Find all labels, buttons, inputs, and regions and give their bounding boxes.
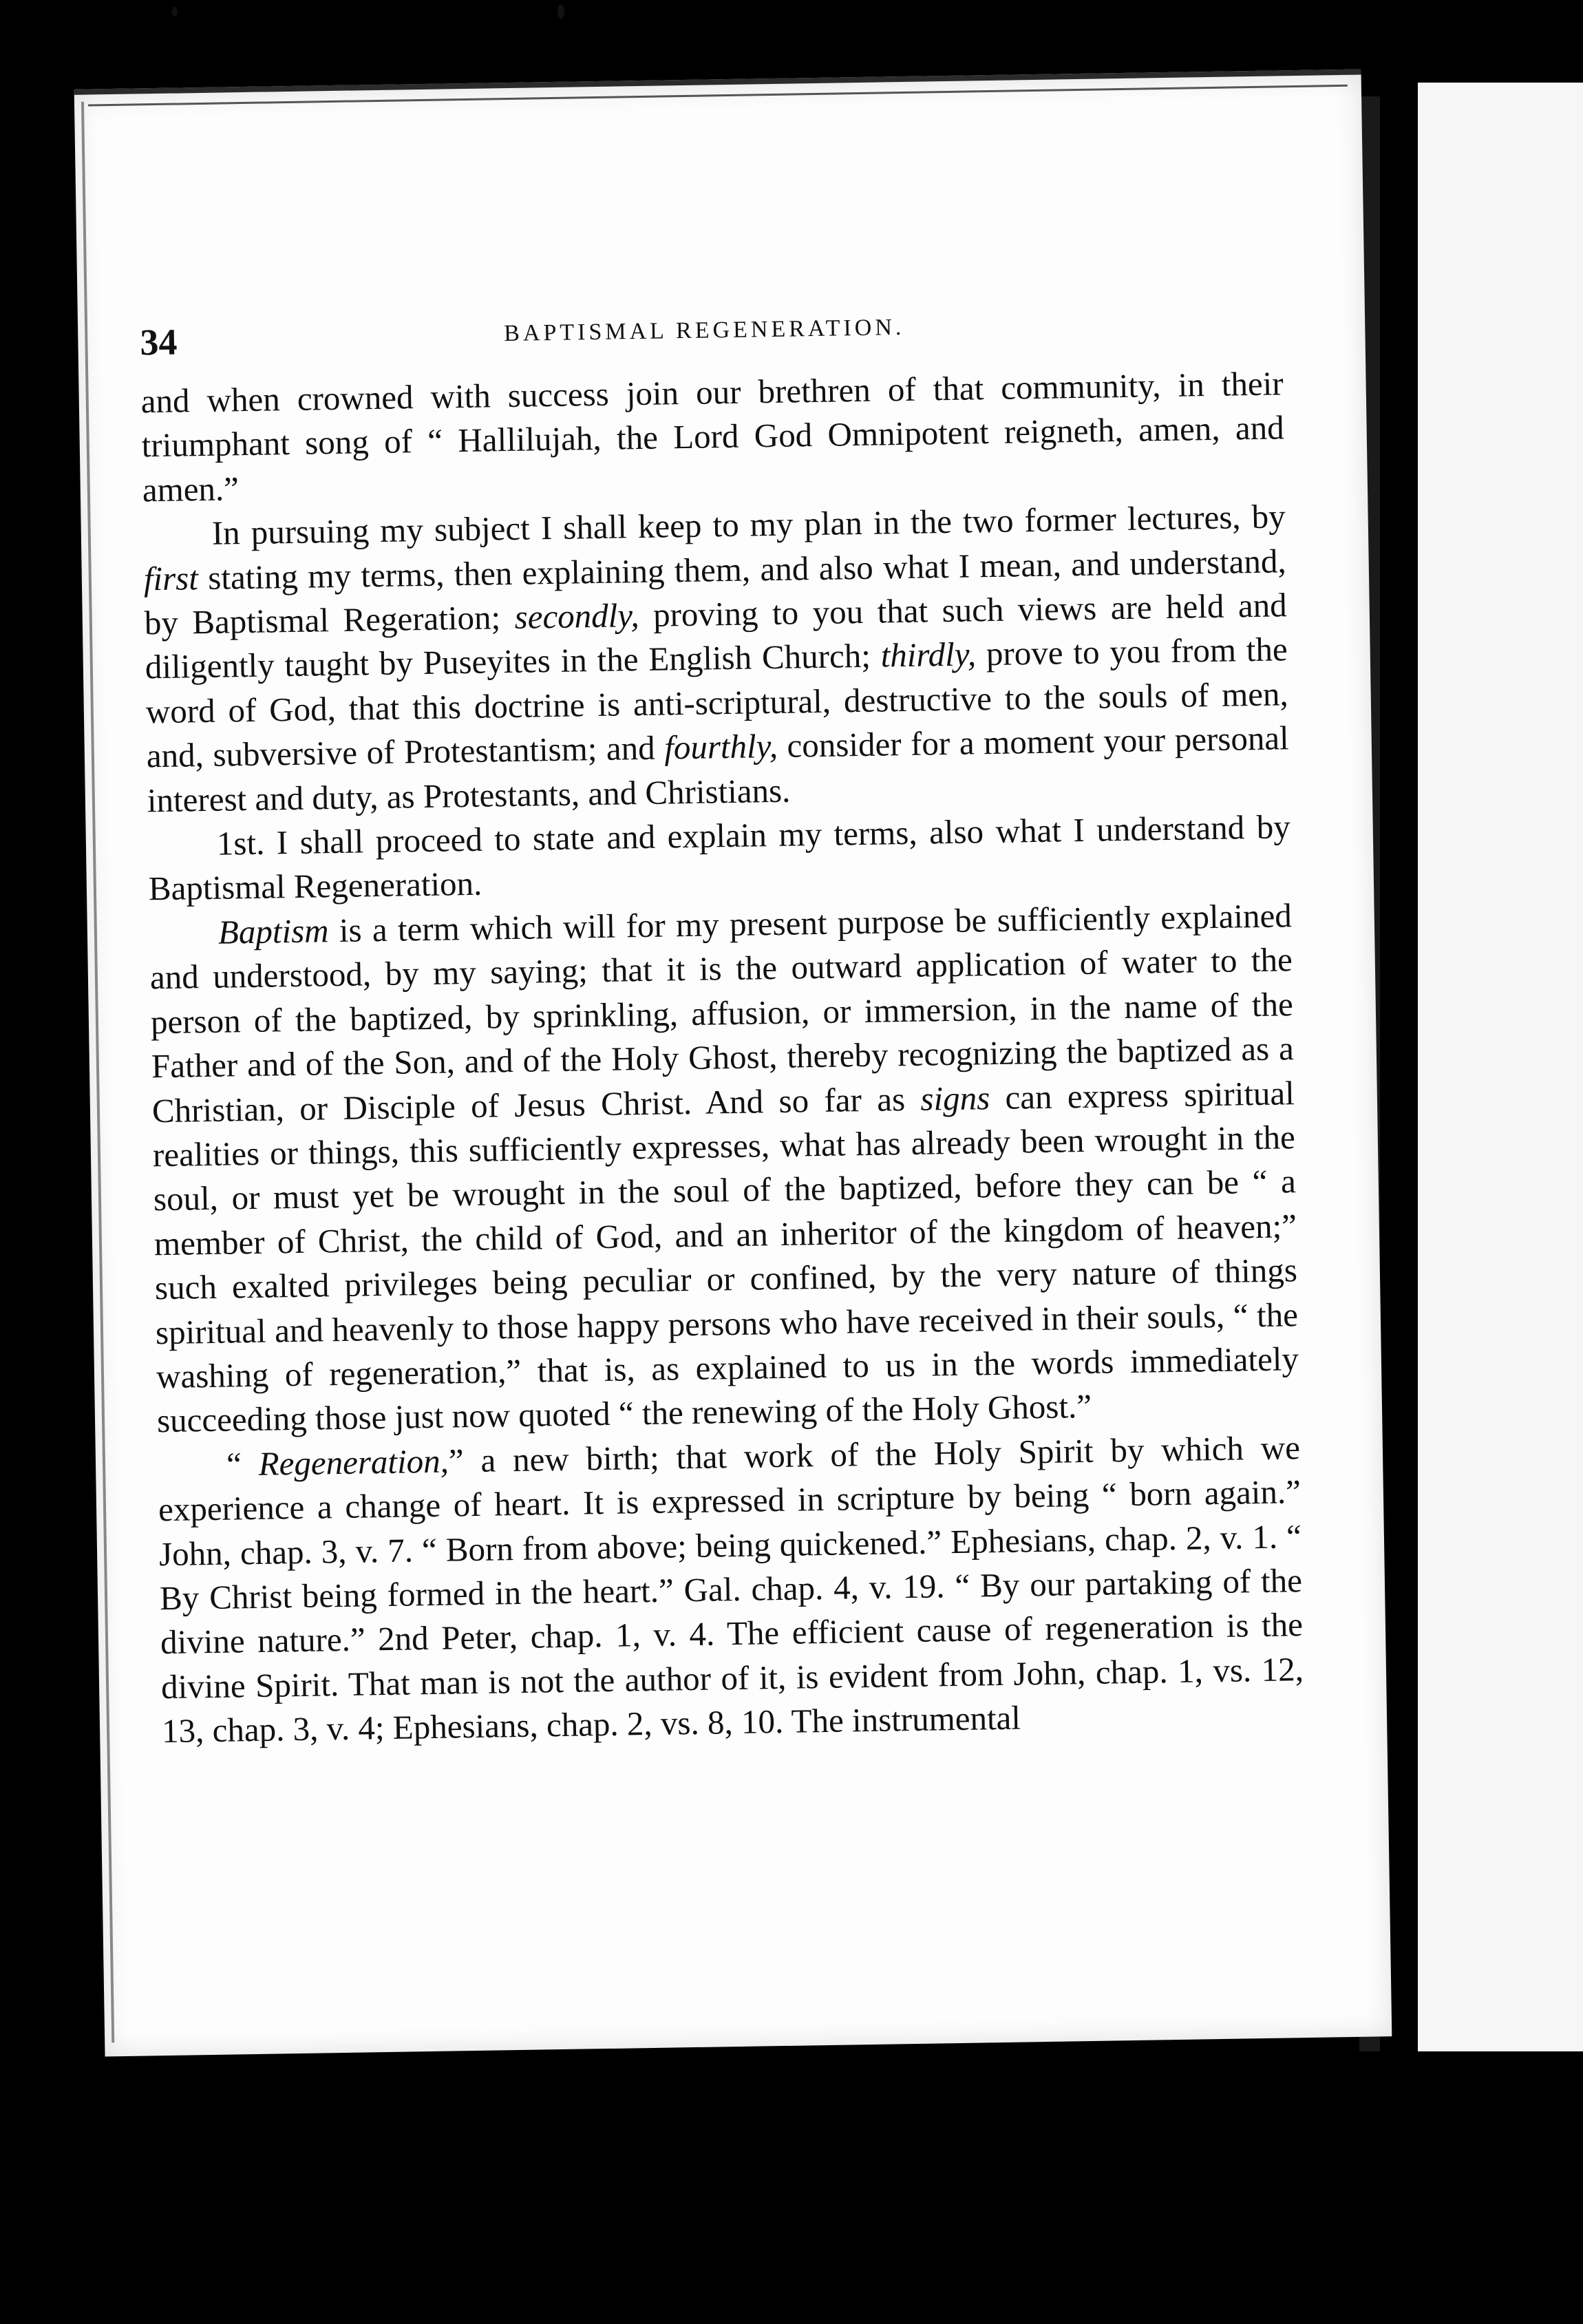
text-run: proving to you that such views are held and diligently taught by Puseyites in the English Church; xyxy=(145,586,1288,686)
text-run: prove to you from the word of God, that this doctrine is anti-scriptural, destructive to the souls of men, and, subversive of Protestantism; and xyxy=(145,630,1289,775)
scan-speck xyxy=(557,4,564,19)
book-page xyxy=(74,69,1392,2056)
italic-text-run: Baptism xyxy=(217,911,329,951)
text-run: 1st. I shall proceed to state and explain my terms, also what I understand by Baptismal Regeneration. xyxy=(148,807,1291,908)
text-run: ” a new birth; that work of the Holy Spirit by which we experience a change of heart. It is expressed in scripture by being “ born again.” John, chap. 3, v. 7. “ Born from above; being quickened.” Ephesians, chap. 2, v. 1. “ By Christ being formed in the heart.” Gal. chap. 4, v. 19. “ By our partaking of the divine nature.” 2nd Peter, chap. 1, v. 4. The efficient cause of regeneration is the divine Spirit. That man is not the author of it, is evident from John, chap. 1, vs. 12, 13, chap. 3, v. 4; Ephesians, chap. 2, vs. 8, 10. The instrumental xyxy=(158,1428,1304,1751)
text-run: is a term which will for my present purpose be sufficiently explained and understood, by my saying; that it is the outward application of water to the person of the baptized, by sprinkling, affusion, or immersion, in the name of the Father and of the Son, and of the Holy Ghost, thereby recognizing the baptized as a Christian, or Disciple of Jesus Christ. And so far as xyxy=(149,896,1295,1130)
paragraph xyxy=(140,361,1285,512)
adjacent-page-edge xyxy=(1418,83,1583,2051)
page-top-border xyxy=(88,85,1348,111)
running-head: BAPTISMAL REGENERATION. xyxy=(503,314,905,347)
page-number: 34 xyxy=(139,321,178,363)
paragraph xyxy=(149,894,1299,1444)
text-run: In pursuing my subject I shall keep to my plan in the two former lectures, by xyxy=(211,497,1286,553)
text-run: consider for a moment your personal interest and duty, as Protestants, and Christians. xyxy=(147,719,1290,819)
body-text xyxy=(140,361,1304,1753)
scan-speck xyxy=(172,7,178,17)
italic-text-run: signs xyxy=(920,1078,990,1118)
italic-text-run: secondly, xyxy=(514,596,640,636)
paragraph xyxy=(147,805,1291,911)
text-run: and when crowned with success join our brethren of that community, in their triumphant song of “ Hallilujah, the Lord God Omnipotent reigneth, amen, and amen.” xyxy=(140,364,1285,509)
italic-text-run: thirdly, xyxy=(880,635,977,675)
paragraph xyxy=(142,495,1290,823)
page-left-border xyxy=(81,102,114,2043)
italic-text-run: fourthly, xyxy=(663,727,778,767)
italic-text-run: first xyxy=(143,558,199,598)
text-run: stating my terms, then explaining them, and also what I mean, and understand, by Baptismal Regeration; xyxy=(144,541,1287,642)
italic-text-run: Regeneration, xyxy=(258,1441,449,1483)
text-run: “ xyxy=(226,1444,259,1483)
paragraph xyxy=(158,1426,1305,1754)
text-run: can express spiritual realities or things, this sufficiently expresses, what has already been wrought in the soul, or must yet be wrought in the soul of the baptized, before they can be “ a member of Christ, the child of God, and an inheritor of the kingdom of heaven;” such exalted privileges being peculiar or confined, by the very nature of things spiritual and heavenly to those happy persons who have received in their souls, “ the washing of regeneration,” that is, as explained to us in the words immediately succeeding those just now quoted “ the renewing of the Holy Ghost.” xyxy=(152,1073,1299,1440)
